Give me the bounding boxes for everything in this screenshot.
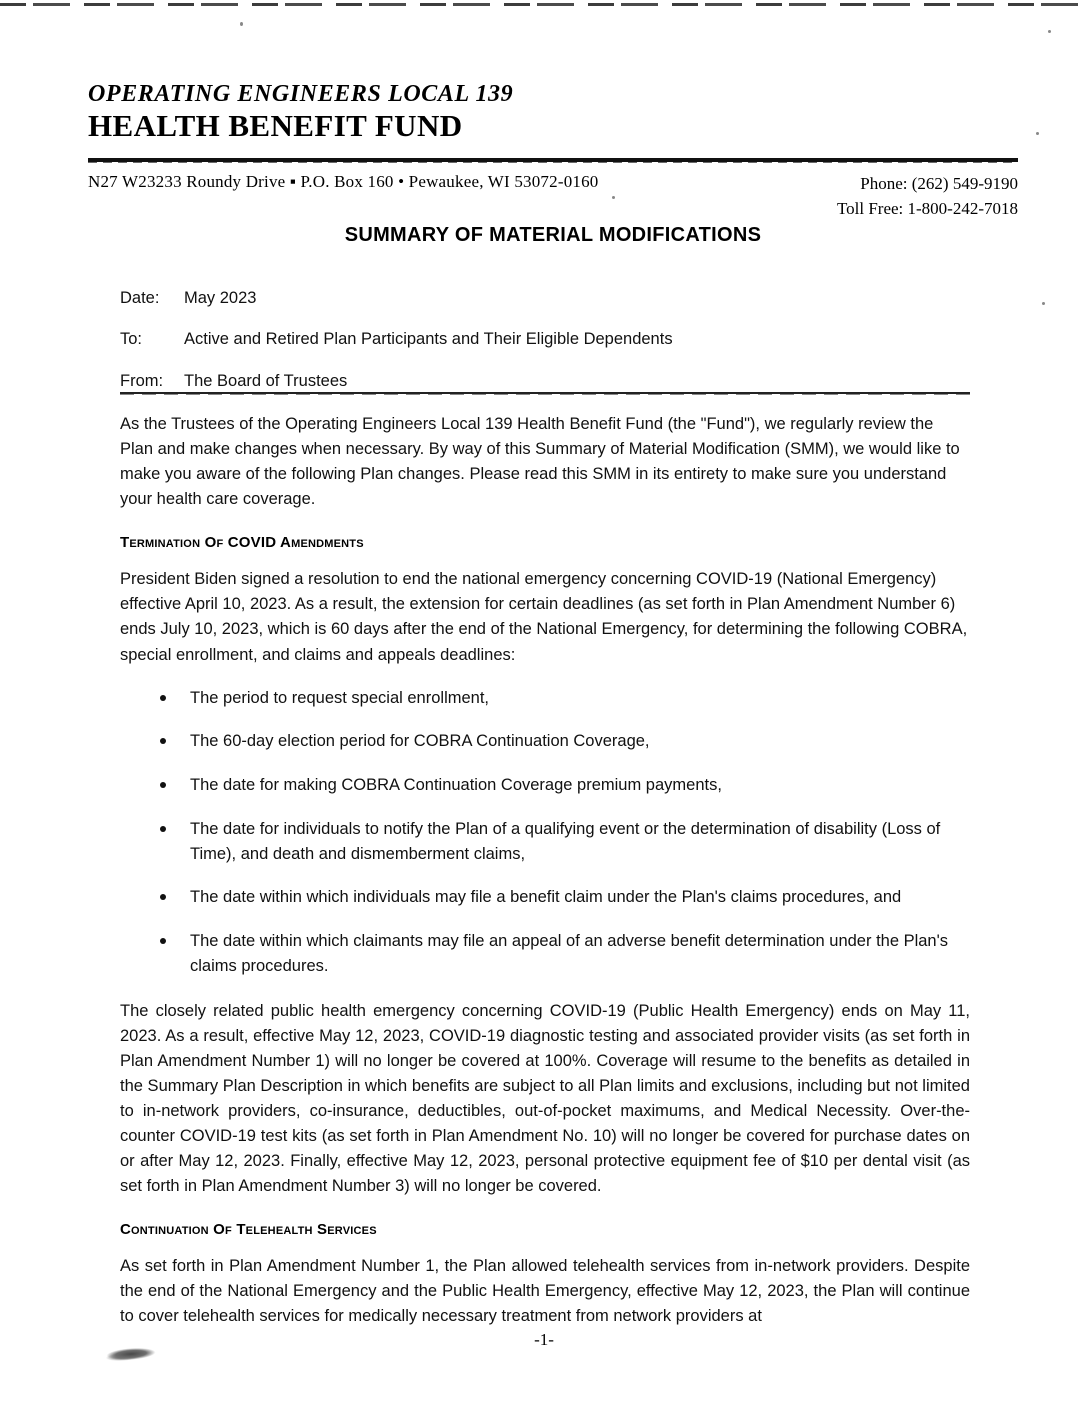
list-item	[120, 885, 970, 910]
from-value: The Board of Trustees	[184, 371, 348, 390]
memo-row-date	[120, 288, 1000, 309]
list-item-label: The date within which individuals may file a benefit claim under the Plan's claims procedures, and	[190, 888, 902, 907]
telehealth-paragraph-1: As set forth in Plan Amendment Number 1, the Plan allowed telehealth services from in-network providers. Despite the end of the National Emergency and the Public Health Emergency, effective May 12, 2023, the Plan will continue to cover telehealth services for medically necessary treatment from network providers at	[120, 1257, 970, 1326]
list-item-label: The date for making COBRA Continuation Coverage premium payments,	[190, 776, 722, 795]
scan-speck	[1042, 302, 1045, 305]
bullet-icon	[160, 782, 166, 788]
page-number: -1-	[534, 1330, 554, 1349]
intro-paragraph: As the Trustees of the Operating Engineers Local 139 Health Benefit Fund (the "Fund"), we regularly review the Plan and make changes when necessary. By way of this Summary of Material Modification (SMM), we would like to make you aware of the following Plan changes. Please read this SMM in its entirety to make sure you understand your health care coverage.	[120, 415, 960, 509]
page-title: SUMMARY OF MATERIAL MODIFICATIONS	[344, 224, 762, 246]
list-item-label: The 60-day election period for COBRA Continuation Coverage,	[190, 732, 650, 751]
list-item-label: The date for individuals to notify the Plan of a qualifying event or the determination of disability (Loss of Time), and death and dismemberment claims,	[190, 819, 941, 863]
list-item	[120, 729, 970, 754]
phone-number: Phone: (262) 549-9190	[860, 174, 1018, 193]
scan-smudge-artifact	[91, 1340, 170, 1367]
letterhead	[88, 82, 1012, 144]
contact-row	[88, 172, 1018, 221]
memo-divider	[120, 392, 970, 394]
covid-paragraph-2: The closely related public health emergency concerning COVID-19 (Public Health Emergency) ends on May 11, 2023. As a result, effective May 12, 2023, COVID-19 diagnostic testing and associated provider visits (as set forth in Plan Amendment Number 1) will no longer be covered at 100%. Coverage will resume to the benefits as detailed in the Summary Plan Description in which benefits are subject to all Plan limits and exclusions, including but not limited to in-network providers, co-insurance, deductibles, out-of-pocket maximums, and Medical Necessity. Over-the-counter COVID-19 test kits (as set forth in Plan Amendment No. 10) will no longer be covered for purchase dates on or after May 12, 2023. Finally, effective May 12, 2023, personal protective equipment fee of $10 per dental visit (as set forth in Plan Amendment Number 3) will no longer be covered.	[120, 1001, 970, 1196]
section-heading-covid-label: Termination Of COVID Amendments	[120, 534, 364, 552]
section-heading-covid	[120, 534, 970, 551]
memo-row-from	[120, 371, 1000, 392]
header-divider	[88, 158, 1018, 162]
toll-free-number: Toll Free: 1-800-242-7018	[836, 198, 1018, 218]
section-heading-telehealth-label: Continuation Of Telehealth Services	[120, 1221, 377, 1239]
bullet-icon	[160, 826, 166, 832]
list-item	[120, 773, 970, 798]
scan-speck	[240, 22, 243, 26]
memo-row-to	[120, 329, 1000, 350]
scan-speck	[1036, 132, 1039, 135]
fund-name: HEALTH BENEFIT FUND	[88, 108, 463, 144]
organization-name: OPERATING ENGINEERS LOCAL 139	[88, 81, 514, 107]
list-item	[120, 686, 970, 711]
list-item-label: The period to request special enrollment,	[190, 688, 489, 707]
bullet-icon	[160, 894, 166, 900]
date-value: May 2023	[184, 289, 257, 307]
phone-block	[837, 172, 1018, 221]
to-value: Active and Retired Plan Participants and Their Eligible Dependents	[184, 330, 673, 349]
list-item-label: The date within which claimants may file an appeal of an adverse benefit determination under the Plan's claims procedures.	[190, 932, 949, 975]
bullet-icon	[160, 695, 166, 701]
from-label: From:	[120, 371, 164, 390]
bullet-icon	[160, 738, 166, 744]
date-label: Date:	[120, 289, 160, 307]
bullet-icon	[160, 938, 166, 944]
to-label: To:	[120, 330, 143, 349]
covid-deadline-list	[120, 686, 970, 979]
document-body	[120, 412, 970, 1347]
scan-speck	[1048, 30, 1051, 33]
scan-edge-artifact	[0, 3, 1088, 6]
list-item	[120, 817, 970, 867]
section-heading-telehealth	[120, 1221, 970, 1238]
list-item	[120, 929, 970, 979]
covid-paragraph-1: President Biden signed a resolution to end the national emergency concerning COVID-19 (National Emergency) effective April 10, 2023. As a result, the extension for certain deadlines (as set forth in Plan Amendment Number 6) ends July 10, 2023, which is 60 days after the end of the National Emergency, for determining the following COBRA, special enrollment, and claims and appeals deadlines:	[120, 570, 968, 664]
mailing-address: N27 W23233 Roundy Drive ▪ P.O. Box 160 • Pewaukee, WI 53072-0160	[88, 172, 599, 191]
